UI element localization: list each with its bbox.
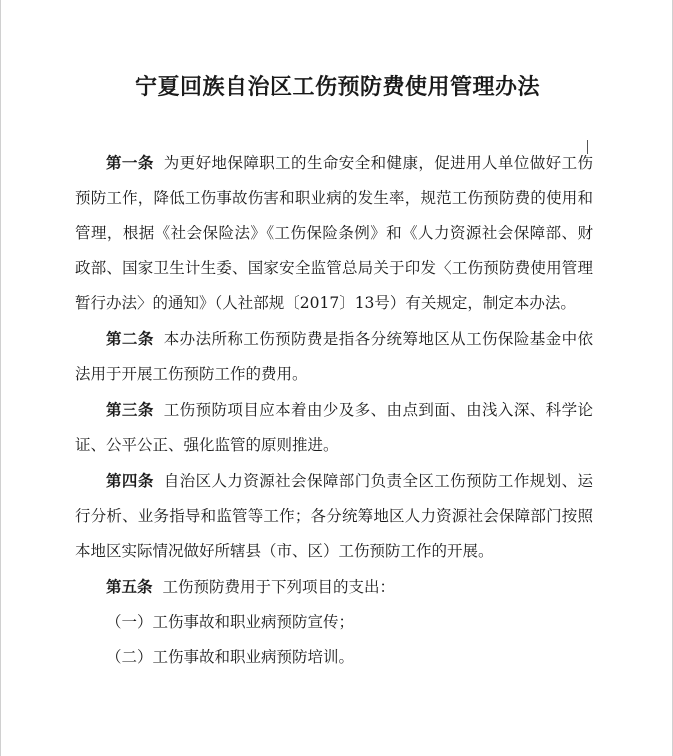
article-5-text: 工伤预防费用于下列项目的支出： (162, 578, 396, 596)
article-4-text: 自治区人力资源社会保障部门负责全区工伤预防工作规划、运行分析、业务指导和监管等工作；各分统筹地区人力资源社会保障部门按照本地区实际情况做好所辖县（市、区）工伤预防工作的开展。 (75, 472, 593, 560)
article-3 (75, 392, 593, 463)
article-5-label: 第五条 (106, 577, 153, 596)
article-1-label: 第一条 (106, 153, 154, 172)
scan-edge-mark (587, 140, 588, 154)
article-2 (75, 321, 593, 392)
article-4 (75, 463, 593, 569)
article-2-text: 本办法所称工伤预防费是指各分统筹地区从工伤保险基金中依法用于开展工伤预防工作的费用。 (75, 330, 593, 383)
article-1 (75, 145, 593, 321)
list-item-2: （二）工伤事故和职业病预防培训。 (106, 648, 355, 666)
document-body (75, 145, 593, 675)
article-5 (75, 569, 593, 605)
list-item-1: （一）工伤事故和职业病预防宣传； (106, 613, 355, 631)
article-1-text: 为更好地保障职工的生命安全和健康，促进用人单位做好工伤预防工作，降低工伤事故伤害和职业病的发生率，规范工伤预防费的使用和管理，根据《社会保险法》《工伤保险条例》和《人力资源社会保障部、财政部、国家卫生计生委、国家安全监管总局关于印发〈工伤预防费使用管理暂行办法〉的通知》（人社部规〔2017〕13号）有关规定，制定本办法。 (75, 154, 593, 312)
document-title: 宁夏回族自治区工伤预防费使用管理办法 (134, 74, 540, 100)
article-2-label: 第二条 (106, 329, 154, 348)
article-4-label: 第四条 (106, 471, 154, 490)
article-3-text: 工伤预防项目应本着由少及多、由点到面、由浅入深、科学论证、公平公正、强化监管的原则推进。 (75, 401, 593, 454)
article-3-label: 第三条 (106, 400, 154, 419)
